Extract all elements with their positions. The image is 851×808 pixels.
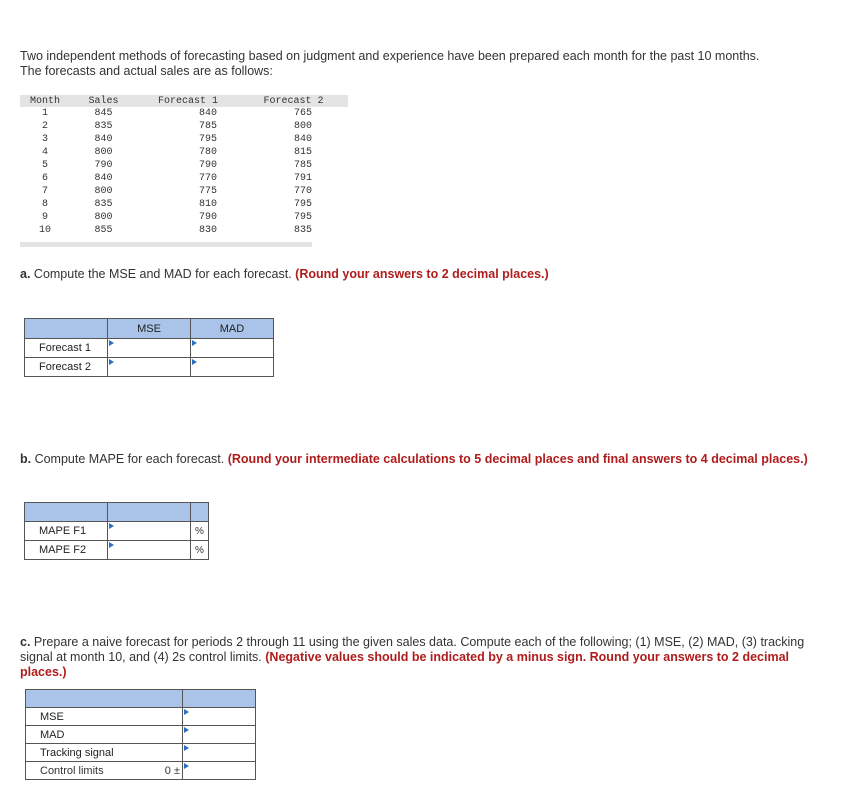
cell-forecast-2: 800 (293, 121, 312, 132)
grid-c-row-control-limits (26, 762, 183, 780)
answer-grid-b (24, 502, 209, 560)
question-c-note: (Negative values should be indicated by a minus sign. Round your answers to 2 decimal places.) (20, 650, 790, 679)
input-marker-icon (184, 709, 189, 715)
input-marker-icon (109, 523, 114, 529)
cell-forecast-2: 815 (293, 147, 312, 158)
question-a-prefix: a. (20, 267, 31, 281)
grid-b-row-mape-f1: MAPE F1 (25, 522, 108, 541)
question-a-note: (Round your answers to 2 decimal places.) (295, 267, 549, 281)
input-marker-icon (184, 727, 189, 733)
control-limits-cell[interactable] (183, 762, 256, 780)
cell-month: 3 (41, 134, 48, 145)
cell-forecast-1: 790 (198, 160, 217, 171)
table-row (20, 133, 348, 146)
cell-forecast-2: 765 (293, 108, 312, 119)
naive-mad-cell[interactable] (183, 726, 256, 744)
cell-month: 7 (41, 186, 48, 197)
tracking-signal-input[interactable] (183, 746, 255, 760)
cell-forecast-2: 795 (293, 212, 312, 223)
cell-month: 6 (41, 173, 48, 184)
cell-sales: 845 (94, 108, 113, 119)
forecast-1-mse-input[interactable] (108, 341, 190, 355)
cell-month: 9 (41, 212, 48, 223)
input-marker-icon (192, 340, 197, 346)
cell-sales: 835 (94, 199, 113, 210)
intro-text (20, 49, 820, 79)
input-marker-icon (109, 542, 114, 548)
cell-forecast-2: 770 (293, 186, 312, 197)
header-forecast-1: Forecast 1 (137, 95, 239, 107)
cell-month: 8 (41, 199, 48, 210)
mape-f2-input[interactable] (108, 543, 190, 557)
question-a (20, 267, 810, 282)
grid-b-row-mape-f2: MAPE F2 (25, 541, 108, 560)
answer-grid-a (24, 318, 274, 377)
sales-forecast-table (20, 95, 348, 237)
table-header-row (20, 95, 348, 107)
forecast-2-mad-input[interactable] (191, 360, 273, 374)
mape-f2-unit: % (191, 541, 209, 560)
control-limits-prefix: 0 ± (164, 765, 180, 777)
grid-b-header-blank-2 (108, 503, 191, 522)
table-row (20, 211, 348, 224)
mape-f2-cell[interactable] (108, 541, 191, 560)
grid-c-header-blank-2 (183, 690, 256, 708)
cell-forecast-1: 785 (198, 121, 217, 132)
table-row (20, 120, 348, 133)
cell-forecast-2: 840 (293, 134, 312, 145)
tracking-signal-cell[interactable] (183, 744, 256, 762)
table-row (20, 198, 348, 211)
cell-forecast-2: 835 (293, 225, 312, 236)
cell-forecast-1: 770 (198, 173, 217, 184)
table-row (20, 224, 348, 237)
input-marker-icon (109, 340, 114, 346)
cell-sales: 800 (94, 212, 113, 223)
cell-forecast-2: 785 (293, 160, 312, 171)
naive-mad-input[interactable] (183, 728, 255, 742)
cell-forecast-1: 830 (198, 225, 217, 236)
cell-forecast-2: 795 (293, 199, 312, 210)
intro-line-1: Two independent methods of forecasting based on judgment and experience have been prepared each month for the past 10 months. (20, 49, 760, 63)
cell-forecast-1: 840 (198, 108, 217, 119)
cell-forecast-2: 791 (293, 173, 312, 184)
forecast-1-mad-cell[interactable] (191, 339, 274, 358)
grid-c-row-mse: MSE (26, 708, 183, 726)
table-row (20, 172, 348, 185)
table-row (20, 107, 348, 120)
cell-forecast-1: 775 (198, 186, 217, 197)
cell-forecast-1: 810 (198, 199, 217, 210)
grid-a-row-forecast-2: Forecast 2 (25, 358, 108, 377)
input-marker-icon (184, 763, 189, 769)
grid-a-header-mad: MAD (191, 319, 274, 339)
cell-sales: 835 (94, 121, 113, 132)
naive-mse-cell[interactable] (183, 708, 256, 726)
grid-b-header-blank-1 (25, 503, 108, 522)
header-sales: Sales (70, 95, 137, 107)
input-marker-icon (184, 745, 189, 751)
mape-f1-input[interactable] (108, 524, 190, 538)
grid-a-row-forecast-1: Forecast 1 (25, 339, 108, 358)
answer-grid-c (25, 689, 256, 780)
input-marker-icon (192, 359, 197, 365)
cell-sales: 855 (94, 225, 113, 236)
mape-f1-unit: % (191, 522, 209, 541)
table-row (20, 146, 348, 159)
cell-month: 5 (41, 160, 48, 171)
control-limits-label: Control limits (40, 764, 104, 777)
forecast-2-mse-input[interactable] (108, 360, 190, 374)
grid-c-row-tracking-signal: Tracking signal (26, 744, 183, 762)
question-b-text: Compute MAPE for each forecast. (31, 452, 228, 466)
grid-a-header-mse: MSE (108, 319, 191, 339)
table-row (20, 159, 348, 172)
header-forecast-2: Forecast 2 (239, 95, 348, 107)
cell-forecast-1: 795 (198, 134, 217, 145)
cell-sales: 790 (94, 160, 113, 171)
forecast-1-mse-cell[interactable] (108, 339, 191, 358)
grid-a-corner (25, 319, 108, 339)
question-c-text: Prepare a naive forecast for periods 2 through 11 using the given sales data. Compute each of the following; (1) MSE, (2) MAD, (3) tracking signal at month 10, and (4) 2s control limits. (20, 635, 805, 664)
forecast-2-mad-cell[interactable] (191, 358, 274, 377)
grid-b-header-blank-3 (191, 503, 209, 522)
forecast-2-mse-cell[interactable] (108, 358, 191, 377)
question-b (20, 452, 810, 467)
cell-sales: 800 (94, 186, 113, 197)
cell-forecast-1: 790 (198, 212, 217, 223)
header-month: Month (20, 95, 70, 107)
cell-sales: 840 (94, 173, 113, 184)
mape-f1-cell[interactable] (108, 522, 191, 541)
intro-line-2: The forecasts and actual sales are as follows: (20, 64, 273, 78)
question-a-text: Compute the MSE and MAD for each forecast. (30, 267, 296, 281)
control-limits-input[interactable] (183, 764, 255, 778)
naive-mse-input[interactable] (183, 710, 255, 724)
table-row (20, 185, 348, 198)
cell-month: 2 (41, 121, 48, 132)
table-footer-bar (20, 242, 312, 247)
question-c (20, 635, 810, 680)
forecast-1-mad-input[interactable] (191, 341, 273, 355)
cell-month: 4 (41, 147, 48, 158)
grid-c-header-blank-1 (26, 690, 183, 708)
cell-month: 1 (41, 108, 48, 119)
grid-c-row-mad: MAD (26, 726, 183, 744)
cell-sales: 840 (94, 134, 113, 145)
question-b-note: (Round your intermediate calculations to 5 decimal places and final answers to 4 decimal places.) (227, 452, 808, 466)
cell-month: 10 (38, 225, 51, 236)
question-b-prefix: b. (20, 452, 32, 466)
cell-forecast-1: 780 (198, 147, 217, 158)
question-c-prefix: c. (20, 635, 31, 649)
cell-sales: 800 (94, 147, 113, 158)
input-marker-icon (109, 359, 114, 365)
